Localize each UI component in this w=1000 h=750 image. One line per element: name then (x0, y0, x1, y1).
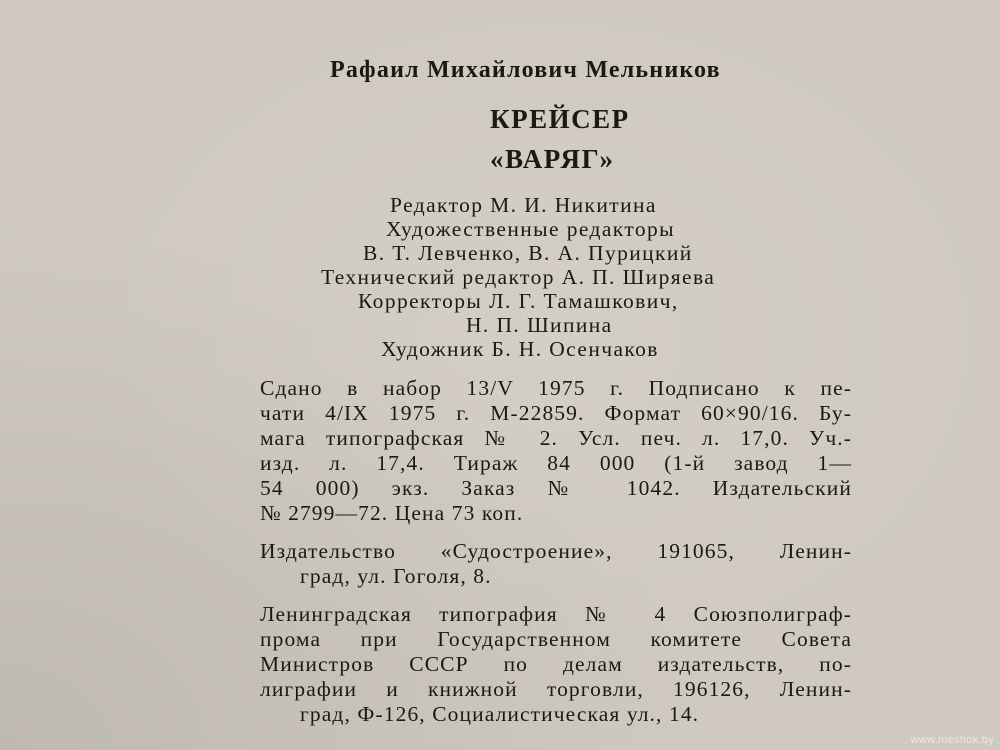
publisher-line: град, ул. Гоголя, 8. (300, 564, 492, 588)
print-info-line: 54 000) экз. Заказ № 1042. Издательский (260, 476, 852, 500)
print-info-line: чати 4/IX 1975 г. М-22859. Формат 60×90/16. Бу- (260, 401, 852, 425)
print-info-line: мага типографская № 2. Усл. печ. л. 17,0. Уч.- (260, 426, 852, 450)
credit-technical-editor: Технический редактор А. П. Ширяева (321, 265, 716, 289)
printer-line: лиграфии и книжной торговли, 196126, Ленин- (260, 677, 852, 701)
printer-line: град, Ф-126, Социалистическая ул., 14. (300, 702, 700, 726)
credit-editor: Редактор М. И. Никитина (390, 193, 657, 217)
credit-art-editors-names: В. Т. Левченко, В. А. Пурицкий (363, 241, 693, 265)
print-info-line: Сдано в набор 13/V 1975 г. Подписано к пе- (260, 376, 852, 400)
credit-proofreaders-cont: Н. П. Шипина (466, 313, 613, 337)
book-title-line-2: «ВАРЯГ» (490, 144, 615, 174)
printer-line: Ленинградская типография № 4 Союзполиграф- (260, 602, 852, 626)
book-title-line-1: КРЕЙСЕР (490, 104, 630, 134)
printer-line: Министров СССР по делам издательств, по- (260, 652, 852, 676)
printer-line: прома при Государственном комитете Совета (260, 627, 852, 651)
print-info-line: изд. л. 17,4. Тираж 84 000 (1-й завод 1— (260, 451, 852, 475)
credit-proofreaders: Корректоры Л. Г. Тамашкович, (358, 289, 679, 313)
publisher-line: Издательство «Судостроение», 191065, Ленин- (260, 539, 852, 563)
watermark: www.meshok.by (910, 734, 994, 746)
author-name: Рафаил Михайлович Мельников (330, 57, 721, 83)
credit-artist: Художник Б. Н. Осенчаков (381, 337, 659, 361)
print-info-line: № 2799—72. Цена 73 коп. (260, 501, 524, 525)
credit-art-editors-heading: Художественные редакторы (386, 217, 676, 241)
